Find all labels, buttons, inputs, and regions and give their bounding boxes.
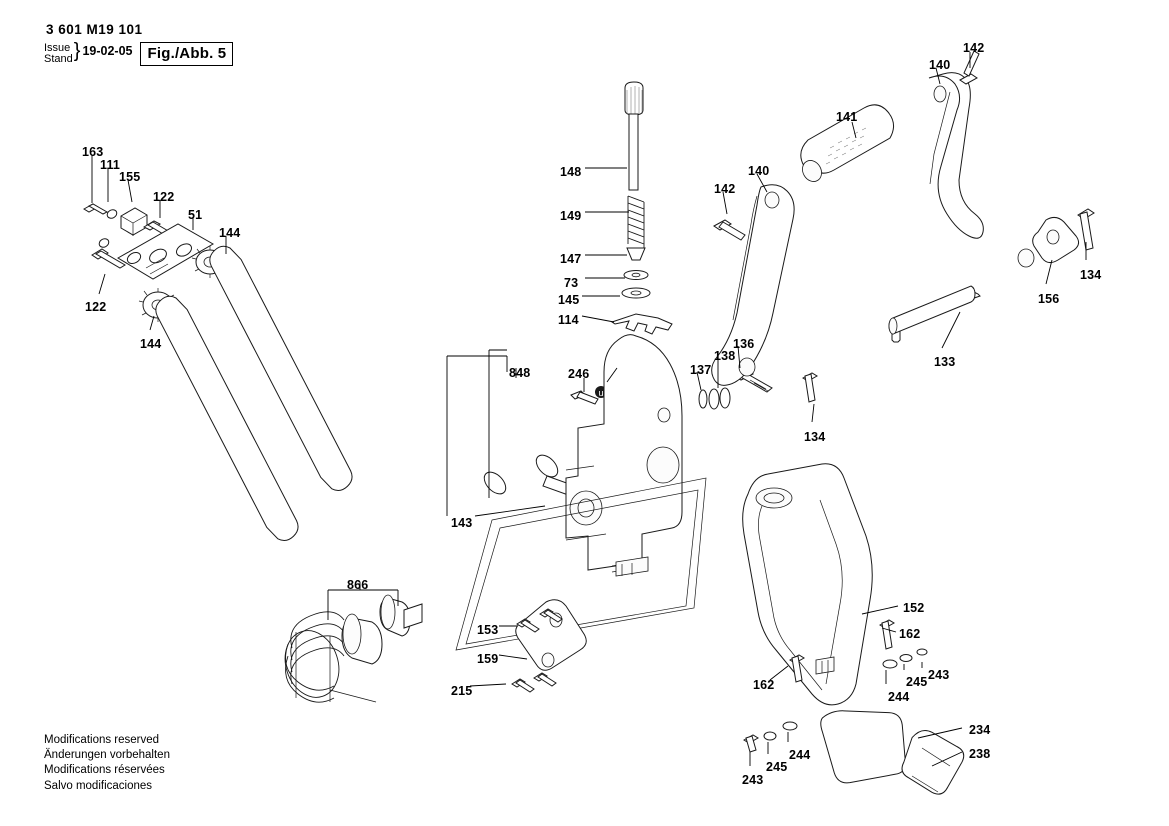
chute-152 [743, 464, 927, 752]
side-plate-159 [512, 600, 586, 692]
clamp-156 [1033, 209, 1094, 263]
callout-number: 73 [564, 276, 579, 290]
callout-number: 159 [477, 652, 499, 666]
callout-number: 848 [509, 366, 531, 380]
callout-number: 153 [477, 623, 499, 637]
leader-lines [92, 52, 1086, 766]
svg-text:u: u [598, 388, 604, 398]
spring-149 [628, 196, 644, 250]
callout-number: 147 [560, 252, 582, 266]
callout-number: 137 [690, 363, 712, 377]
footer-line-en: Modifications reserved [44, 734, 160, 746]
footer-line-de: Änderungen vorbehalten [44, 749, 170, 762]
callout-number: 243 [742, 773, 764, 787]
callout-number: 162 [899, 627, 921, 641]
callout-number: 244 [888, 690, 910, 704]
callout-number: 140 [748, 164, 770, 178]
callout-number: 245 [906, 675, 928, 689]
callout-number: 138 [714, 349, 736, 363]
issue-date: 19-02-05 [82, 43, 133, 58]
callout-number: 141 [836, 110, 858, 124]
callout-number: 145 [558, 293, 580, 307]
issue-label-en: Issue [44, 41, 71, 54]
callout-number: 243 [928, 668, 950, 682]
callout-number: 133 [934, 355, 956, 369]
callout-number: 122 [85, 300, 107, 314]
callout-number: 152 [903, 601, 925, 615]
footer-notes [44, 733, 170, 794]
callout-number: 149 [560, 209, 582, 223]
callout-number: 244 [789, 748, 811, 762]
knob-spring-stack [612, 82, 672, 334]
callout-number: 136 [733, 337, 755, 351]
issue-label-de: Stand [44, 53, 73, 66]
callout-number: 114 [558, 313, 579, 327]
callout-number: 134 [804, 430, 826, 444]
figure-label: Fig./Abb. 5 [140, 42, 233, 66]
bolt-246 [571, 386, 607, 404]
callout-number: 140 [929, 58, 951, 72]
callout-number: 142 [714, 182, 736, 196]
callout-number: 143 [451, 516, 473, 530]
callout-number: 148 [560, 165, 582, 179]
callout-number: 142 [963, 41, 985, 55]
footer-line-fr: Modifications réservées [44, 764, 165, 777]
callout-number: 144 [140, 337, 162, 351]
roller-133 [889, 286, 980, 342]
footer-line-es: Salvo modificaciones [44, 779, 153, 792]
coil-spring-866 [277, 582, 422, 704]
callout-number: 111 [100, 158, 121, 172]
callout-number: 155 [119, 170, 141, 184]
brace-glyph: } [73, 39, 81, 62]
callout-number: 162 [753, 678, 775, 692]
callout-number: 122 [153, 190, 175, 204]
callout-number: 51 [188, 208, 203, 222]
handle-arm-right-140 [929, 51, 1034, 267]
callout-number: 134 [1080, 268, 1102, 282]
callout-number: 144 [219, 226, 241, 240]
callout-number: 215 [451, 684, 473, 698]
callout-number: 163 [82, 145, 104, 159]
part-number: 3 601 M19 101 [46, 22, 143, 37]
callout-number: 866 [347, 578, 369, 592]
guard-234-238 [819, 703, 966, 797]
callout-number: 246 [568, 367, 590, 381]
callout-number: 245 [766, 760, 788, 774]
callout-number: 234 [969, 723, 991, 737]
guide-tubes-848 [102, 242, 575, 546]
callout-number: 238 [969, 747, 991, 761]
callout-number: 156 [1038, 292, 1060, 306]
